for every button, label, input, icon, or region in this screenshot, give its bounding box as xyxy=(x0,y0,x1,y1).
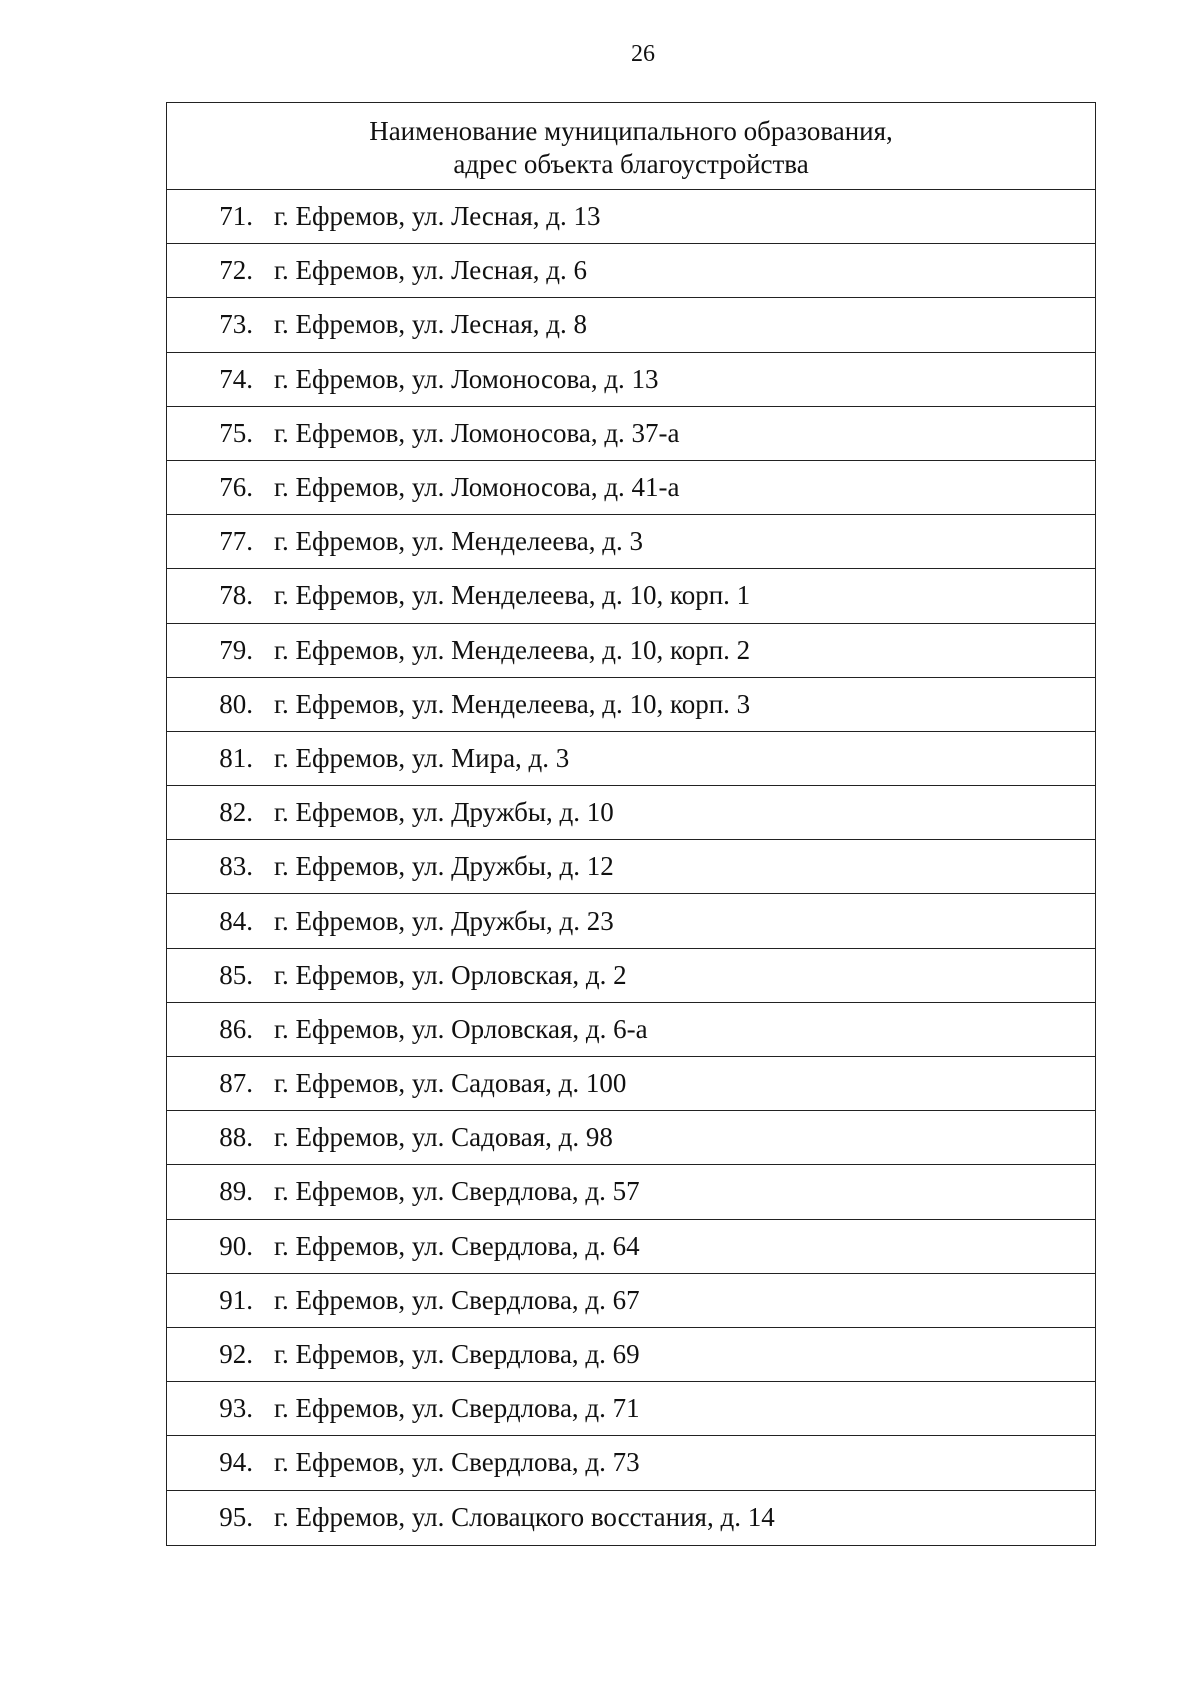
row-number: 86. xyxy=(219,1013,253,1044)
row-number: 75. xyxy=(219,417,253,448)
row-address: г. Ефремов, ул. Менделеева, д. 10, корп. 2 xyxy=(274,634,751,665)
row-address: г. Ефремов, ул. Свердлова, д. 71 xyxy=(274,1393,640,1424)
row-number: 79. xyxy=(219,634,253,665)
row-number: 90. xyxy=(219,1230,253,1261)
table-row xyxy=(167,353,1095,407)
table-row xyxy=(167,894,1095,948)
table-row xyxy=(167,515,1095,569)
row-address: г. Ефремов, ул. Мира, д. 3 xyxy=(274,742,570,773)
table-header xyxy=(167,103,1095,190)
row-address: г. Ефремов, ул. Дружбы, д. 10 xyxy=(274,797,614,828)
row-number: 88. xyxy=(219,1122,253,1153)
row-number: 92. xyxy=(219,1339,253,1370)
row-number: 81. xyxy=(219,742,253,773)
table-row xyxy=(167,298,1095,352)
table-row xyxy=(167,678,1095,732)
row-address: г. Ефремов, ул. Орловская, д. 2 xyxy=(274,959,627,990)
table-row xyxy=(167,407,1095,461)
row-address: г. Ефремов, ул. Ломоносова, д. 41-а xyxy=(274,472,680,503)
row-address: г. Ефремов, ул. Лесная, д. 8 xyxy=(274,309,587,340)
row-number: 93. xyxy=(219,1393,253,1424)
table-row xyxy=(167,1328,1095,1382)
row-address: г. Ефремов, ул. Свердлова, д. 69 xyxy=(274,1339,640,1370)
row-number: 84. xyxy=(219,905,253,936)
row-number: 71. xyxy=(219,201,253,232)
table-row xyxy=(167,569,1095,623)
row-address: г. Ефремов, ул. Лесная, д. 13 xyxy=(274,201,601,232)
row-address: г. Ефремов, ул. Свердлова, д. 57 xyxy=(274,1176,640,1207)
row-number: 80. xyxy=(219,688,253,719)
row-number: 76. xyxy=(219,472,253,503)
table-row xyxy=(167,624,1095,678)
row-address: г. Ефремов, ул. Свердлова, д. 64 xyxy=(274,1230,640,1261)
table-row xyxy=(167,1436,1095,1490)
table-row xyxy=(167,1003,1095,1057)
row-number: 83. xyxy=(219,851,253,882)
row-address: г. Ефремов, ул. Садовая, д. 100 xyxy=(274,1068,627,1099)
row-address: г. Ефремов, ул. Ломоносова, д. 37-а xyxy=(274,417,680,448)
table-row xyxy=(167,840,1095,894)
row-number: 82. xyxy=(219,797,253,828)
table-row xyxy=(167,190,1095,244)
row-number: 78. xyxy=(219,580,253,611)
address-table xyxy=(166,102,1096,1546)
table-body xyxy=(167,190,1095,1545)
row-number: 95. xyxy=(219,1502,253,1533)
table-row xyxy=(167,1382,1095,1436)
row-number: 94. xyxy=(219,1447,253,1478)
row-number: 77. xyxy=(219,526,253,557)
table-row xyxy=(167,1165,1095,1219)
row-number: 91. xyxy=(219,1284,253,1315)
row-address: г. Ефремов, ул. Лесная, д. 6 xyxy=(274,255,587,286)
row-number: 87. xyxy=(219,1068,253,1099)
row-address: г. Ефремов, ул. Свердлова, д. 73 xyxy=(274,1447,640,1478)
row-address: г. Ефремов, ул. Менделеева, д. 3 xyxy=(274,526,643,557)
table-row xyxy=(167,1220,1095,1274)
header-line-1: Наименование муниципального образования, xyxy=(369,116,893,146)
row-number: 85. xyxy=(219,959,253,990)
row-number: 73. xyxy=(219,309,253,340)
table-row xyxy=(167,1274,1095,1328)
table-row xyxy=(167,1057,1095,1111)
row-address: г. Ефремов, ул. Садовая, д. 98 xyxy=(274,1122,613,1153)
row-number: 89. xyxy=(219,1176,253,1207)
table-row xyxy=(167,1491,1095,1545)
row-address: г. Ефремов, ул. Свердлова, д. 67 xyxy=(274,1284,640,1315)
row-address: г. Ефремов, ул. Ломоносова, д. 13 xyxy=(274,363,659,394)
table-row xyxy=(167,732,1095,786)
header-line-2: адрес объекта благоустройства xyxy=(453,149,809,179)
table-row xyxy=(167,461,1095,515)
row-address: г. Ефремов, ул. Дружбы, д. 12 xyxy=(274,851,614,882)
row-address: г. Ефремов, ул. Словацкого восстания, д. 14 xyxy=(274,1502,775,1533)
row-address: г. Ефремов, ул. Менделеева, д. 10, корп. 3 xyxy=(274,688,751,719)
row-number: 74. xyxy=(219,363,253,394)
table-row xyxy=(167,786,1095,840)
row-address: г. Ефремов, ул. Дружбы, д. 23 xyxy=(274,905,614,936)
table-row xyxy=(167,949,1095,1003)
row-number: 72. xyxy=(219,255,253,286)
page-number: 26 xyxy=(631,41,655,67)
table-row xyxy=(167,244,1095,298)
row-address: г. Ефремов, ул. Менделеева, д. 10, корп. 1 xyxy=(274,580,751,611)
table-row xyxy=(167,1111,1095,1165)
row-address: г. Ефремов, ул. Орловская, д. 6-а xyxy=(274,1013,648,1044)
